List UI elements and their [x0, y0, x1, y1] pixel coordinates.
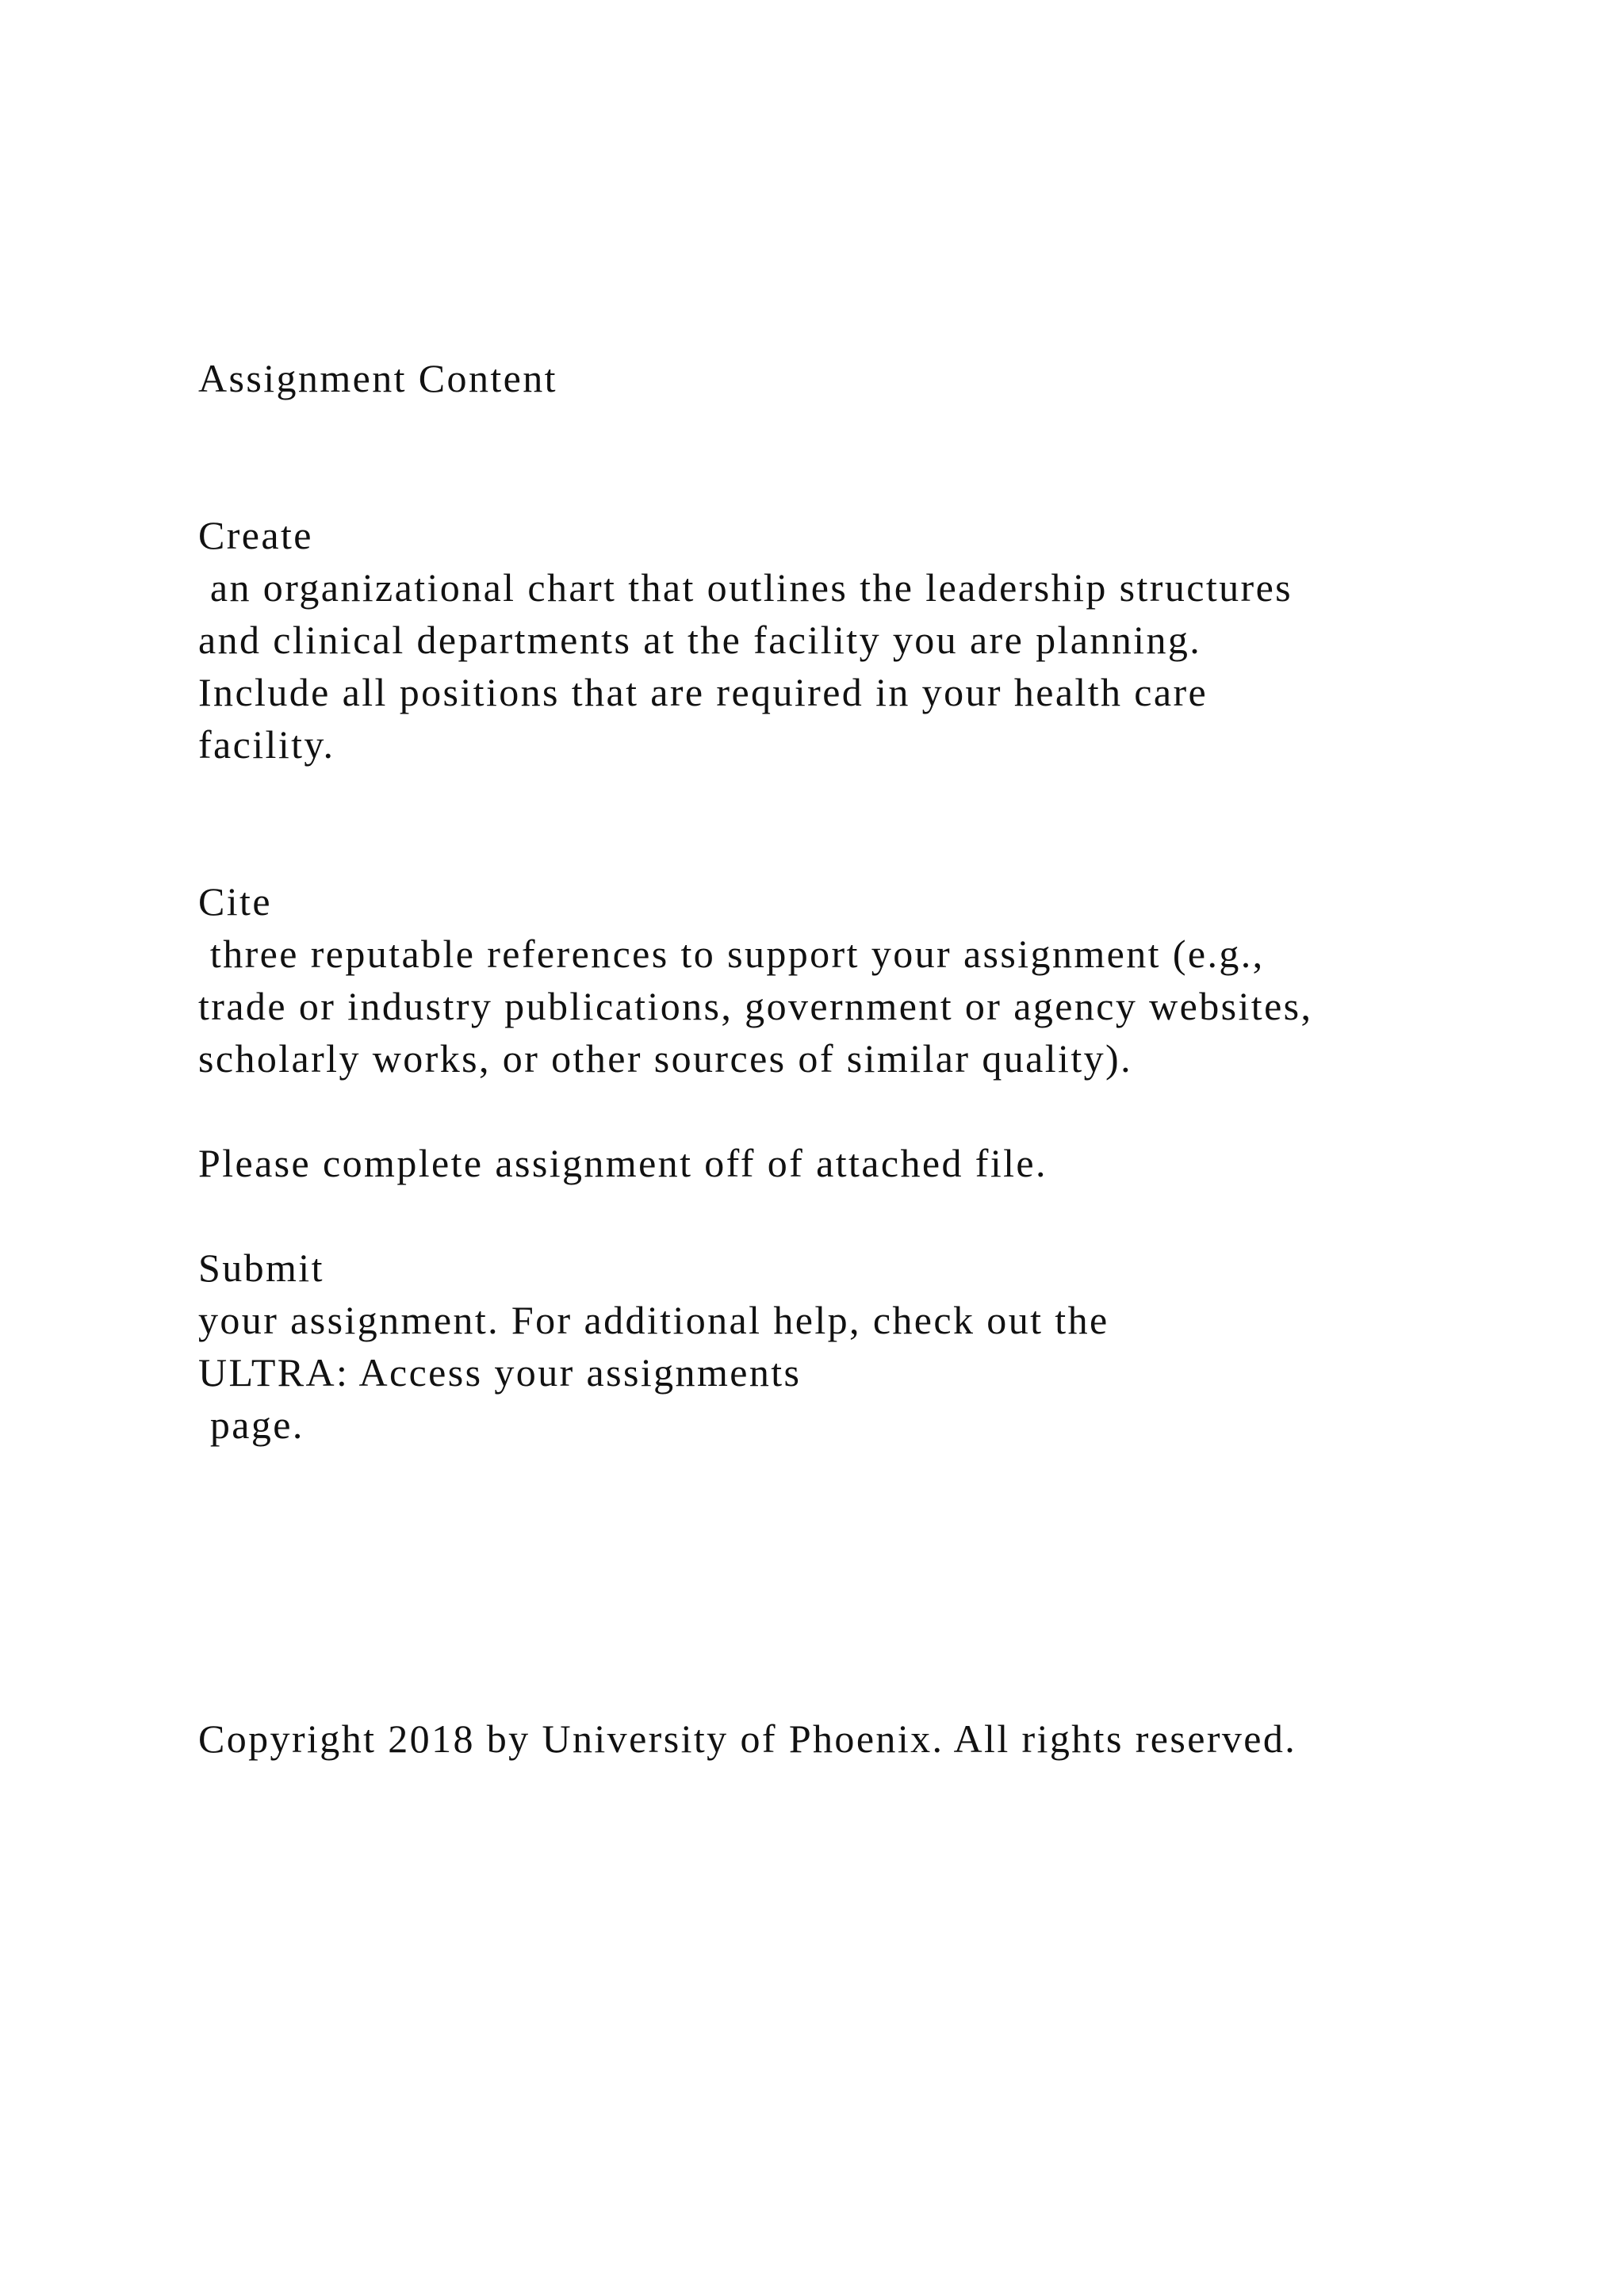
create-text-line: facility.	[198, 722, 335, 767]
copyright-notice: Copyright 2018 by University of Phoenix. All rights reserved.	[198, 1716, 1297, 1761]
cite-text-line: trade or industry publications, government or agency websites,	[198, 984, 1313, 1028]
create-text-line: and clinical departments at the facility you are planning.	[198, 618, 1202, 662]
create-label: Create	[198, 513, 313, 557]
cite-label: Cite	[198, 879, 272, 924]
submit-text-line: page.	[198, 1402, 304, 1447]
ultra-assignments-link-text: ULTRA: Access your assignments	[198, 1350, 802, 1395]
cite-text-line: three reputable references to support your assignment (e.g.,	[198, 932, 1265, 976]
create-text-line: Include all positions that are required in your health care	[198, 670, 1208, 714]
document-heading: Assignment Content	[198, 356, 557, 400]
instruction-note: Please complete assignment off of attached file.	[198, 1141, 1048, 1185]
create-text-line: an organizational chart that outlines the leadership structures	[198, 565, 1293, 610]
submit-text-line: your assignment. For additional help, check out the	[198, 1298, 1109, 1342]
cite-text-line: scholarly works, or other sources of similar quality).	[198, 1036, 1132, 1081]
submit-label: Submit	[198, 1246, 324, 1290]
